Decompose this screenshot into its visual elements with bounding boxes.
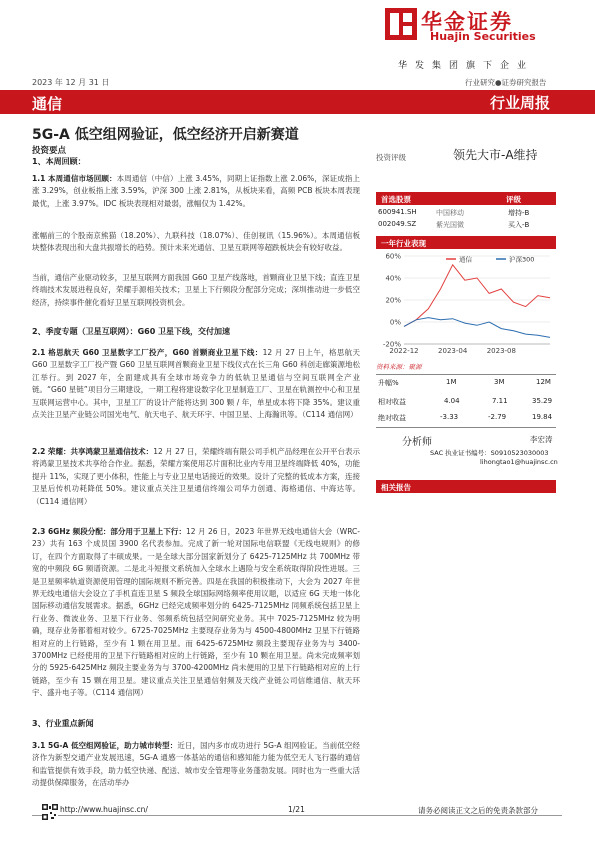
points-label: 投资要点	[32, 146, 67, 156]
analyst-sac: SAC 执业证书编号：S0910523030003	[430, 449, 549, 457]
page-number: 1/21	[288, 805, 305, 814]
stock-table-header-stock: 首选股票	[381, 195, 411, 204]
chart-svg	[376, 250, 556, 360]
brand-name-cn: 华金证券	[421, 10, 513, 34]
stock-table-header-rating: 评级	[506, 195, 521, 204]
section-1-heading: 1、本周回顾：	[32, 157, 86, 166]
table-row: 绝对收益 -3.33 -2.79 19.84	[378, 413, 553, 422]
y-tick-label: 40%	[385, 274, 401, 283]
related-reports-heading: 相关报告	[376, 480, 556, 493]
section-3-heading: 3、行业重点新闻	[32, 719, 94, 728]
y-tick-label: 20%	[385, 296, 401, 305]
table-row: 600941.SH 中国移动 增持-B	[378, 208, 530, 217]
qr-code-icon	[42, 804, 58, 820]
footer-url[interactable]: http://www.huajinsc.cn/	[60, 805, 148, 814]
paragraph-market-review: 1.1 本周通信市场回顾：本周通信（中信）上涨 3.45%，同期上证指数上涨 2.06%，深证成指上涨 3.29%，创业板指上涨 3.59%，沪深 300 上涨 2.81%，从板块来看，高频 PCB 板块本周表现最优，上涨 3.97%。IDC 板块表现相对最弱，涨幅仅为 1.42%。	[32, 174, 361, 208]
divider	[376, 374, 556, 375]
report-date: 2023 年 12 月 31 日	[32, 78, 110, 87]
report-type: 行业研究●证券研究报告	[465, 78, 547, 87]
footer-disclaimer: 请务必阅读正文之后的免责条款部分	[418, 806, 538, 815]
analyst-name: 李宏涛	[530, 435, 553, 444]
x-tick-label: 2022-12	[389, 347, 419, 355]
industry-performance-chart	[376, 250, 556, 360]
analyst-label: 分析师	[402, 437, 432, 448]
rating-label: 投资评级	[376, 153, 406, 162]
group-tagline: 华发集团旗下企业	[398, 61, 535, 71]
rating-value: 领先大市-A维持	[453, 148, 538, 162]
x-tick-label: 2023-04	[438, 347, 468, 355]
paragraph-5ga: 3.1 5G-A 低空组网验证，助力城市转型：近日，国内多市成功进行 5G-A 组网验证。当前低空经济作为新型交通产业发展迅速，5G-A 通感一体基站的通信和感知能力能为低空无人飞行器的通信和监管提供有效手段，助力低空快递、配送、城市安全管理等业务蓬勃发展。同时也为一些重大活动提供保障服务，在活动举办	[32, 741, 360, 788]
report-kind: 行业周报	[490, 94, 551, 112]
legend-label: 通信	[459, 255, 472, 264]
section-2-heading: 2、季度专题（卫星互联网）：G60 卫星下线，交付加速	[32, 327, 231, 336]
paragraph-g60: 2.1 格思航天 G60 卫星数字工厂投产，G60 首颗商业卫星下线：12 月 27 日上午，格思航天 G60 卫星数字工厂投产暨 G60 卫星互联网首颗商业卫星下线仪式在长三角 G60 科创走廊策源地松江举行。到 2027 年，全面建成具有全球市场竞争力的低轨卫星通信与空间互联网全产业链。“G60 星链”项目分三期建设，一期工程将建设数字化卫星制造工厂、卫星在轨测控中心和卫星互联网运营中心。其中，卫星工厂的设计产能将达到 300 颗 / 年，单星成本将下降 35%。建议重点关注卫星产业链公司国光电气、航天电子、航天环宇、中国卫星、上海瀚讯等。（C114 通信网）	[32, 348, 360, 420]
perf-chart-heading: 一年行业表现	[376, 236, 556, 249]
brand-name-en: Huajin Securities	[430, 30, 536, 43]
legend-label: 沪深300	[509, 255, 535, 264]
y-tick-label: -20%	[382, 340, 401, 349]
industry-name: 通信	[32, 95, 63, 113]
paragraph-outlook: 当前，通信产业驱动较多，卫星互联网方面我国 G60 卫星产线落地，首颗商业卫星下线；直连卫星终端技术发展进程良好，荣耀手源相关技术；卫星上下行频段分配部分完成；深圳推动进一步低空经济，持续事件催化看好卫星互联网投资机会。	[32, 273, 360, 307]
stock-table-header	[376, 192, 556, 205]
analyst-email[interactable]: lihongtao1@huajinsc.cn	[480, 458, 558, 466]
divider	[376, 427, 556, 428]
y-tick-label: 0%	[389, 318, 401, 327]
x-tick-label: 2023-08	[486, 347, 516, 355]
paragraph-6ghz: 2.3 6GHz 频段分配：部分用于卫星上下行：12 月 26 日，2023 年世界无线电通信大会（WRC-23）共有 163 个成员国 3900 名代表参加。完成了新一轮对国际电信联盟《无线电规则》的修订，在四个方面取得了丰硕成果。一是全球大部分国家新划分了 6425-7125MHz 共 700MHz 带宽的中频段 6G 频谱资源。二是北斗短报文系统加入全球水上遇险与安全系统取得阶段性进展。三是卫星频率轨道资源使用管理的国际规则不断完善。四是在我国的积极推动下，大会为 2027 年世界无线电通信大会设立了手机直连卫星 S 频段全球国际网络频率使用议题，以适应 6G 天地一体化国际移动通信发展需求。据悉，6GHz 已经完成频率划分的 6425-7125MHz 同频系统包括卫星上行业务、微波业务、卫星下行业务、邻频系统包括空间研究业务。其中 7025-7125MHz 较为明确，现存业务都着相对较少。6725-7025MHz 主要现存业务为与 4500-4800MHz 卫星下行链路相对应的上行链路，至少有 1 颗在用卫星。而 6425-6725MHz 频段主要现存业务为与 3400-3700MHz 已经使用的卫星下行链路相对应的上行链路，至少有 10 颗在用卫星。尚未完成频率划分的 5925-6425MHz 频段主要业务为与 3700-4200MHz 尚未便用的卫星下行链路相对应的上行链路，至少有 15 颗在用卫星。建议重点关注卫星通信射频及天线产业链公司信维通信、航天环宇、盛升电子等。（C114 通信网）	[32, 527, 360, 698]
table-row: 002049.SZ 紫光国微 买入-B	[378, 220, 530, 229]
series-line-1	[404, 318, 550, 338]
page-title: 5G-A 低空组网验证，低空经济开启新赛道	[32, 127, 299, 143]
y-tick-label: 60%	[385, 252, 401, 261]
perf-table-header: 升幅% 1M 3M 12M	[378, 378, 551, 387]
huajin-logo-icon	[385, 8, 417, 40]
series-line-0	[404, 265, 550, 327]
paragraph-top-stocks: 涨幅前三的个股南京熊猫（18.20%）、九联科技（18.07%）、佳创视讯（15.96%）。本周通信板块整体表现出和大盘共振增长的趋势。预计未来光通信、卫星互联网等超跌板块会有较好收益。	[32, 231, 360, 253]
table-row: 相对收益 4.04 7.11 35.29	[378, 397, 553, 406]
chart-source: 资料来源：聚源	[376, 363, 422, 371]
paragraph-honor: 2.2 荣耀：共享鸿蒙卫星通信技术：12 月 27 日，荣耀终端有限公司手机产品经理在公开平台表示将鸿蒙卫星技术共享给合作业。据悉，荣耀方案使用芯片面积比业内专用卫星终端降低 40%，功能提升 11%，实现了更小体积，性能上与专业卫星电话接近的效果。设计了完整的低成本方案，连接卫星后传机功耗降低 50%。建议重点关注卫星通信终端公司华力创通、海格通信、中海达等。（C114 通信网）	[32, 447, 360, 506]
